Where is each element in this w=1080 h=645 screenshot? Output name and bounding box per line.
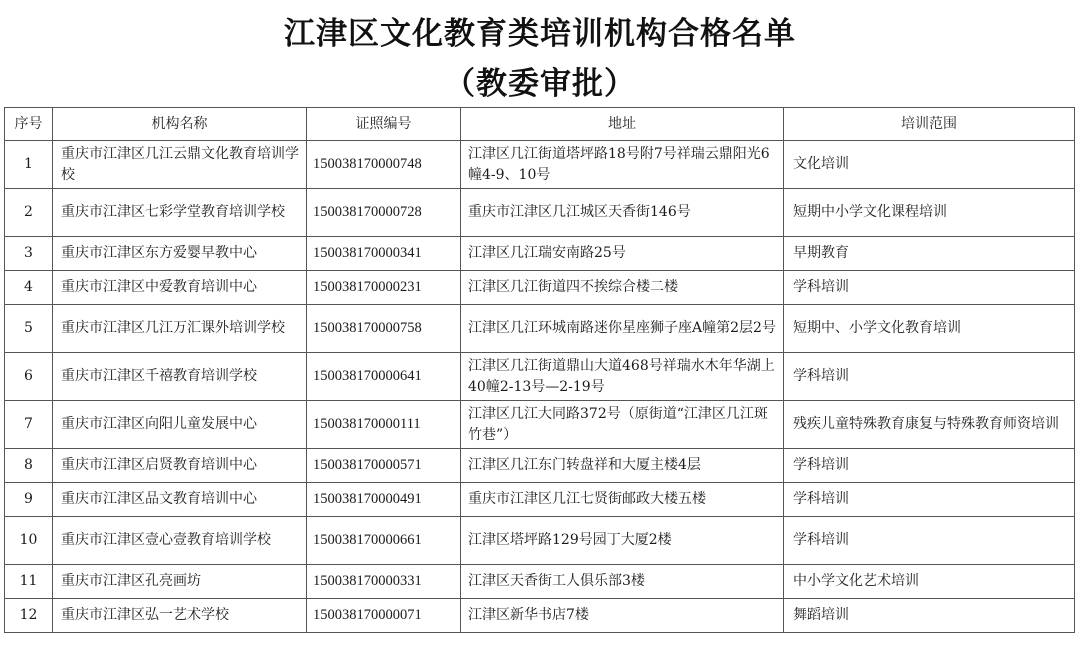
cell-serial: 5: [5, 305, 53, 353]
column-header-address: 地址: [461, 108, 784, 141]
cell-training-scope: 舞蹈培训: [784, 599, 1075, 633]
cell-address: 江津区几江街道鼎山大道468号祥瑞水木年华湖上40幢2-13号—2-19号: [461, 353, 784, 401]
table-row: [5, 141, 1075, 189]
cell-training-scope: 学科培训: [784, 517, 1075, 565]
cell-address: 江津区几江街道四不挨综合楼二楼: [461, 271, 784, 305]
column-header-serial: 序号: [5, 108, 53, 141]
institution-table: [4, 107, 1075, 633]
cell-institution-name: 重庆市江津区几江万汇课外培训学校: [53, 305, 307, 353]
cell-training-scope: 学科培训: [784, 353, 1075, 401]
cell-license-number: 150038170000571: [307, 449, 461, 483]
cell-address: 江津区几江环城南路迷你星座狮子座A幢第2层2号: [461, 305, 784, 353]
cell-training-scope: 短期中、小学文化教育培训: [784, 305, 1075, 353]
cell-address: 江津区天香街工人俱乐部3楼: [461, 565, 784, 599]
table-row: [5, 353, 1075, 401]
cell-training-scope: 短期中小学文化课程培训: [784, 189, 1075, 237]
cell-institution-name: 重庆市江津区弘一艺术学校: [53, 599, 307, 633]
cell-license-number: 150038170000071: [307, 599, 461, 633]
cell-training-scope: 学科培训: [784, 483, 1075, 517]
cell-serial: 4: [5, 271, 53, 305]
cell-serial: 12: [5, 599, 53, 633]
table-row: [5, 599, 1075, 633]
cell-license-number: 150038170000661: [307, 517, 461, 565]
cell-institution-name: 重庆市江津区向阳儿童发展中心: [53, 401, 307, 449]
cell-institution-name: 重庆市江津区东方爱婴早教中心: [53, 237, 307, 271]
table-header-row: [5, 108, 1075, 141]
column-header-training-scope: 培训范围: [784, 108, 1075, 141]
table-row: [5, 483, 1075, 517]
table-row: [5, 237, 1075, 271]
cell-institution-name: 重庆市江津区七彩学堂教育培训学校: [53, 189, 307, 237]
cell-serial: 9: [5, 483, 53, 517]
cell-training-scope: 文化培训: [784, 141, 1075, 189]
cell-serial: 7: [5, 401, 53, 449]
cell-address: 重庆市江津区几江七贤街邮政大楼五楼: [461, 483, 784, 517]
cell-institution-name: 重庆市江津区品文教育培训中心: [53, 483, 307, 517]
cell-license-number: 150038170000111: [307, 401, 461, 449]
cell-address: 江津区几江街道塔坪路18号附7号祥瑞云鼎阳光6幢4-9、10号: [461, 141, 784, 189]
cell-serial: 1: [5, 141, 53, 189]
cell-training-scope: 学科培训: [784, 271, 1075, 305]
cell-address: 江津区塔坪路129号园丁大厦2楼: [461, 517, 784, 565]
cell-license-number: 150038170000748: [307, 141, 461, 189]
cell-license-number: 150038170000231: [307, 271, 461, 305]
cell-institution-name: 重庆市江津区壹心壹教育培训学校: [53, 517, 307, 565]
cell-address: 江津区几江东门转盘祥和大厦主楼4层: [461, 449, 784, 483]
table-row: [5, 449, 1075, 483]
cell-training-scope: 残疾儿童特殊教育康复与特殊教育师资培训: [784, 401, 1075, 449]
cell-training-scope: 学科培训: [784, 449, 1075, 483]
cell-serial: 2: [5, 189, 53, 237]
table-row: [5, 189, 1075, 237]
cell-serial: 6: [5, 353, 53, 401]
table-row: [5, 517, 1075, 565]
document-title: 江津区文化教育类培训机构合格名单: [284, 16, 796, 52]
cell-serial: 11: [5, 565, 53, 599]
cell-license-number: 150038170000758: [307, 305, 461, 353]
cell-license-number: 150038170000491: [307, 483, 461, 517]
cell-institution-name: 重庆市江津区中爱教育培训中心: [53, 271, 307, 305]
cell-address: 江津区新华书店7楼: [461, 599, 784, 633]
cell-institution-name: 重庆市江津区千禧教育培训学校: [53, 353, 307, 401]
document-subtitle: （教委审批）: [444, 66, 636, 102]
cell-institution-name: 重庆市江津区几江云鼎文化教育培训学校: [53, 141, 307, 189]
cell-license-number: 150038170000331: [307, 565, 461, 599]
table-row: [5, 271, 1075, 305]
cell-address: 重庆市江津区几江城区天香街146号: [461, 189, 784, 237]
cell-serial: 8: [5, 449, 53, 483]
column-header-institution-name: 机构名称: [53, 108, 307, 141]
cell-license-number: 150038170000728: [307, 189, 461, 237]
cell-license-number: 150038170000641: [307, 353, 461, 401]
cell-training-scope: 中小学文化艺术培训: [784, 565, 1075, 599]
table-row: [5, 565, 1075, 599]
cell-address: 江津区几江大同路372号（原街道“江津区几江斑竹巷”）: [461, 401, 784, 449]
column-header-license-number: 证照编号: [307, 108, 461, 141]
table-row: [5, 401, 1075, 449]
cell-serial: 3: [5, 237, 53, 271]
cell-license-number: 150038170000341: [307, 237, 461, 271]
cell-institution-name: 重庆市江津区孔亮画坊: [53, 565, 307, 599]
cell-institution-name: 重庆市江津区启贤教育培训中心: [53, 449, 307, 483]
cell-serial: 10: [5, 517, 53, 565]
cell-address: 江津区几江瑞安南路25号: [461, 237, 784, 271]
table-row: [5, 305, 1075, 353]
cell-training-scope: 早期教育: [784, 237, 1075, 271]
